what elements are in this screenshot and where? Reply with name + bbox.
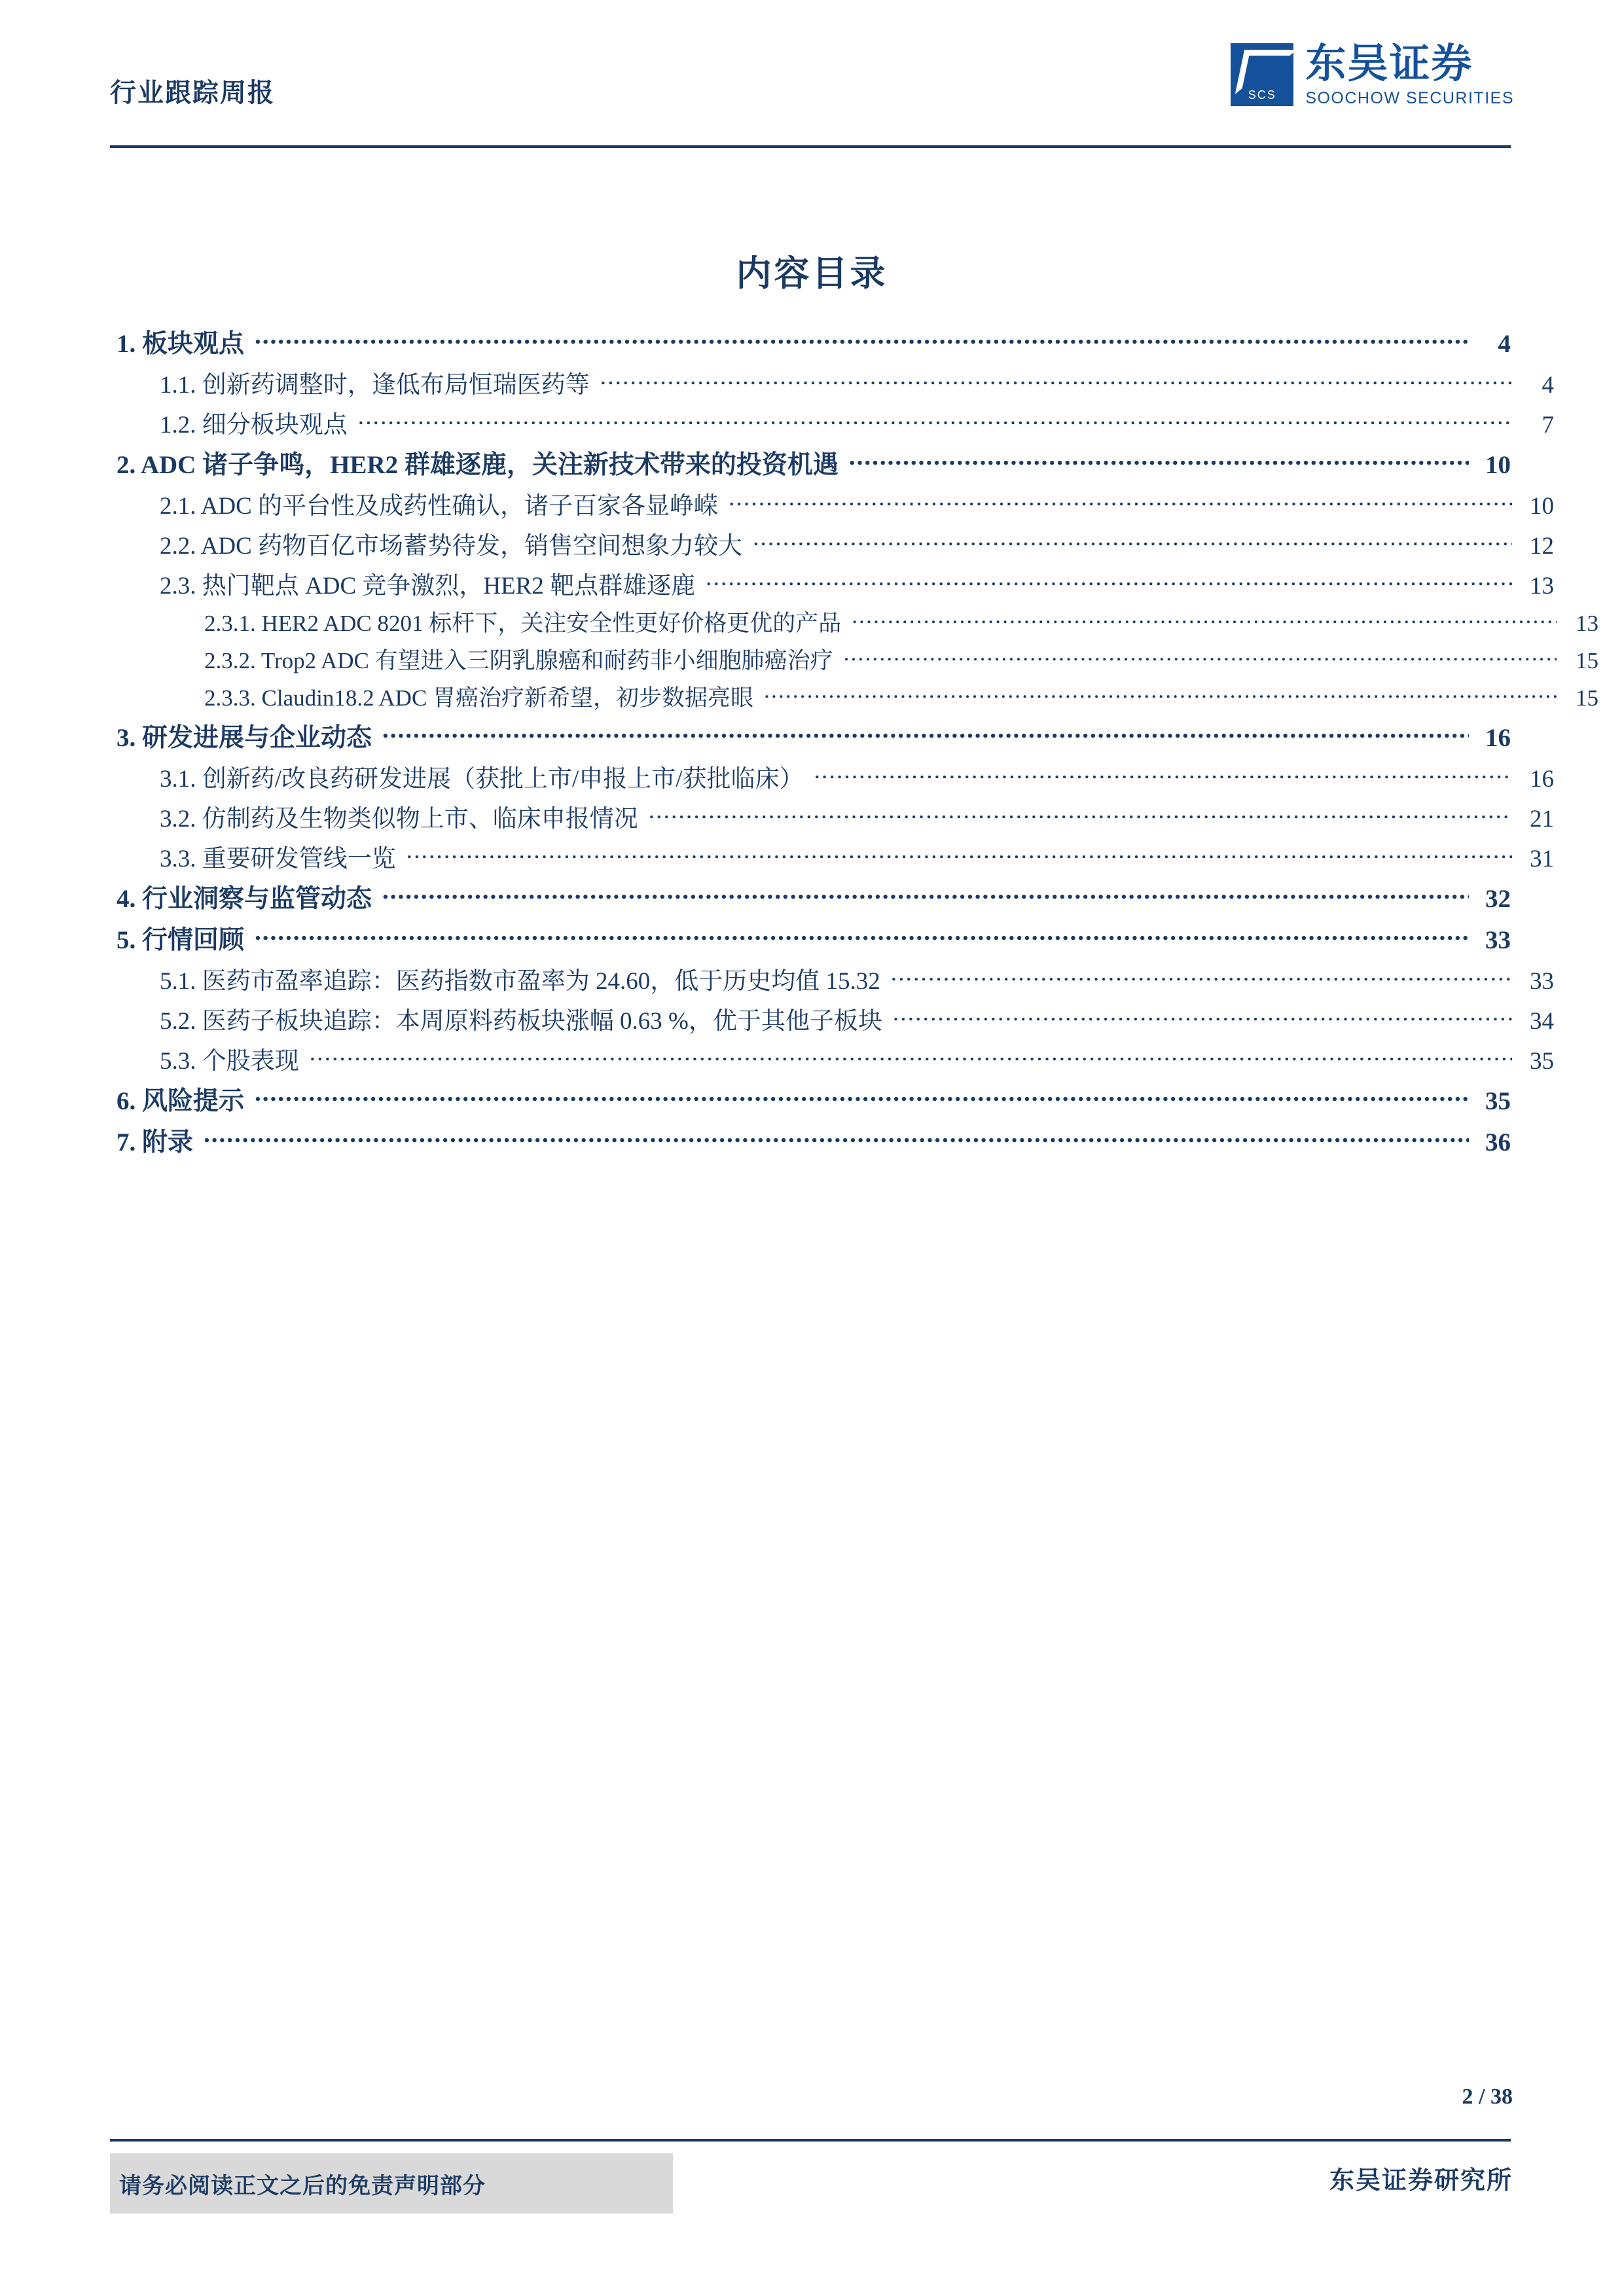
toc-entry-page: 15 (1576, 685, 1598, 711)
toc-entry-label: 2.3.2. Trop2 ADC 有望进入三阴乳腺癌和耐药非小细胞肺癌治疗 (204, 648, 833, 673)
toc-entry-page: 21 (1530, 806, 1554, 833)
toc-entry-page: 31 (1530, 846, 1554, 872)
toc-entry-label: 7. 附录 (117, 1128, 194, 1157)
page-title: 内容目录 (736, 254, 888, 293)
toc-leader (893, 1005, 1512, 1029)
toc-entry-label: 3.2. 仿制药及生物类似物上市、临床申报情况 (160, 806, 638, 833)
header-divider (110, 145, 1511, 148)
toc-entry-page: 33 (1485, 926, 1511, 954)
toc-leader (204, 1125, 1469, 1151)
disclaimer-text: 请务必阅读正文之后的免责声明部分 (119, 2174, 486, 2198)
toc-entry[interactable] (117, 605, 1598, 638)
toc-leader (844, 645, 1557, 668)
toc-entry-page: 10 (1485, 451, 1511, 479)
toc-entry[interactable] (117, 1001, 1554, 1036)
toc-entry[interactable] (117, 961, 1554, 996)
toc-entry-label: 3.1. 创新药/改良药研发进展（获批上市/申报上市/获批临床） (160, 766, 804, 793)
logo-mark-icon (1231, 43, 1293, 106)
toc-leader (649, 802, 1512, 827)
table-of-contents (117, 322, 1598, 1163)
toc-entry[interactable] (117, 838, 1554, 874)
toc-entry-label: 2.2. ADC 药物百亿市场蓄势待发，销售空间想象力较大 (160, 533, 743, 560)
toc-leader (814, 762, 1512, 787)
toc-entry[interactable] (117, 486, 1554, 521)
toc-entry-label: 2. ADC 诸子争鸣，HER2 群雄逐鹿，关注新技术带来的投资机遇 (117, 451, 839, 479)
footer-firm-name: 东吴证券研究所 (1329, 2167, 1513, 2195)
toc-leader (255, 327, 1469, 352)
toc-entry-label: 1.2. 细分板块观点 (160, 412, 348, 439)
toc-entry-page: 15 (1576, 648, 1598, 673)
toc-leader (852, 608, 1557, 631)
toc-leader (849, 448, 1469, 473)
logo-mark-label: SCS (1248, 88, 1276, 101)
report-type-label: 行业跟踪周报 (110, 78, 275, 107)
toc-entry-label: 3. 研发进展与企业动态 (117, 724, 372, 752)
toc-entry-label: 3.3. 重要研发管线一览 (160, 846, 396, 872)
toc-entry[interactable] (117, 365, 1554, 400)
toc-entry-page: 16 (1485, 724, 1511, 752)
toc-entry-label: 5.2. 医药子板块追踪：本周原料药板块涨幅 0.63 %，优于其他子板块 (160, 1008, 882, 1035)
toc-entry-page: 36 (1485, 1128, 1511, 1157)
toc-entry-label: 4. 行业洞察与监管动态 (117, 885, 372, 913)
toc-leader (706, 569, 1512, 594)
toc-leader (764, 683, 1557, 706)
toc-leader (358, 408, 1512, 433)
toc-entry-page: 4 (1498, 330, 1511, 358)
toc-entry-page: 33 (1530, 968, 1554, 995)
toc-leader (729, 490, 1512, 514)
toc-entry-page: 7 (1542, 412, 1554, 439)
toc-entry-label: 2.3. 热门靶点 ADC 竞争激烈，HER2 靶点群雄逐鹿 (160, 573, 696, 600)
toc-leader (891, 965, 1512, 989)
toc-entry[interactable] (117, 643, 1598, 675)
toc-entry[interactable] (117, 1081, 1511, 1117)
toc-leader (406, 842, 1512, 867)
toc-entry-page: 13 (1576, 611, 1598, 636)
toc-leader (382, 882, 1469, 907)
toc-entry[interactable] (117, 759, 1554, 794)
toc-entry[interactable] (117, 798, 1554, 834)
toc-entry-label: 5. 行情回顾 (117, 926, 245, 954)
toc-entry-label: 5.1. 医药市盈率追踪：医药指数市盈率为 24.60，低于历史均值 15.32 (160, 968, 880, 995)
toc-entry[interactable] (117, 404, 1554, 440)
toc-entry[interactable] (117, 1041, 1554, 1076)
toc-entry-label: 1. 板块观点 (117, 330, 245, 358)
toc-entry[interactable] (117, 920, 1511, 956)
toc-entry-page: 16 (1530, 766, 1554, 793)
toc-entry[interactable] (117, 717, 1511, 754)
toc-entry[interactable] (117, 680, 1598, 713)
footer-divider (110, 2139, 1511, 2142)
logo-name-en: SOOCHOW SECURITIES (1305, 89, 1514, 107)
toc-entry-page: 32 (1485, 885, 1511, 913)
toc-leader (600, 368, 1512, 393)
toc-entry-label: 6. 风险提示 (117, 1087, 245, 1115)
toc-entry[interactable] (117, 444, 1511, 481)
toc-leader (255, 923, 1469, 948)
page-header (0, 0, 1624, 152)
toc-entry-page: 13 (1530, 573, 1554, 600)
toc-entry-label: 2.1. ADC 的平台性及成药性确认，诸子百家各显峥嵘 (160, 493, 719, 520)
toc-entry-page: 34 (1530, 1008, 1554, 1035)
toc-entry-page: 35 (1530, 1048, 1554, 1075)
toc-entry[interactable] (117, 526, 1554, 561)
toc-entry-page: 10 (1530, 493, 1554, 520)
toc-leader (310, 1045, 1512, 1069)
disclaimer-banner (110, 2153, 673, 2214)
toc-entry-label: 5.3. 个股表现 (160, 1048, 299, 1075)
toc-entry[interactable] (117, 323, 1511, 360)
page-number: 2 / 38 (1462, 2085, 1513, 2109)
logo-name-cn: 东吴证券 (1305, 42, 1473, 86)
toc-entry[interactable] (117, 878, 1511, 915)
toc-leader (753, 529, 1512, 554)
toc-entry-page: 12 (1530, 533, 1554, 560)
toc-entry-label: 2.3.1. HER2 ADC 8201 标杆下，关注安全性更好价格更优的产品 (204, 611, 842, 636)
toc-entry-label: 2.3.3. Claudin18.2 ADC 胃癌治疗新希望，初步数据亮眼 (204, 685, 754, 711)
logo-swoosh-icon (1235, 50, 1297, 94)
company-logo (1231, 43, 1514, 108)
toc-entry-page: 4 (1542, 372, 1554, 399)
toc-leader (382, 721, 1469, 746)
toc-entry-label: 1.1. 创新药调整时，逢低布局恒瑞医药等 (160, 372, 590, 399)
toc-entry[interactable] (117, 565, 1554, 601)
toc-leader (255, 1084, 1469, 1109)
toc-entry-page: 35 (1485, 1087, 1511, 1115)
toc-entry[interactable] (117, 1122, 1511, 1158)
